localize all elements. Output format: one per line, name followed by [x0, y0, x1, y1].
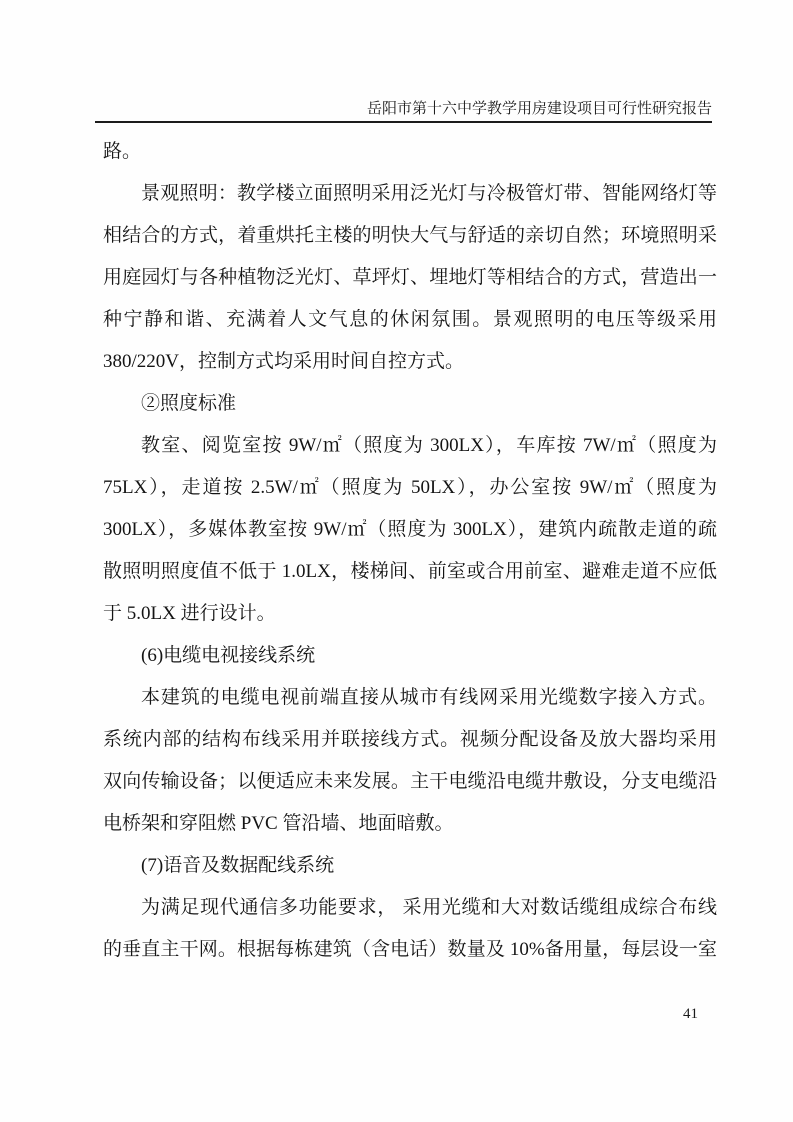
text-line: 电桥架和穿阻燃 PVC 管沿墙、地面暗敷。	[103, 813, 454, 834]
text-line: 相结合的方式，着重烘托主楼的明快大气与舒适的亲切自然；环境照明采	[103, 225, 717, 246]
text-line: 双向传输设备；以便适应未来发展。主干电缆沿电缆井敷设，分支电缆沿	[103, 771, 717, 792]
text-line: 路。	[103, 141, 142, 162]
text-line: 300LX），多媒体教室按 9W/㎡（照度为 300LX），建筑内疏散走道的疏	[103, 519, 717, 540]
page-number: 41	[683, 1006, 698, 1022]
text-line: 景观照明：教学楼立面照明采用泛光灯与冷极管灯带、智能网络灯等	[141, 183, 717, 204]
text-line: 于 5.0LX 进行设计。	[103, 603, 276, 624]
document-body	[103, 131, 717, 971]
text-line: 用庭园灯与各种植物泛光灯、草坪灯、埋地灯等相结合的方式，营造出一	[103, 267, 717, 288]
text-line: 为满足现代通信多功能要求， 采用光缆和大对数话缆组成综合布线	[141, 897, 717, 918]
text-line-heading: (7)语音及数据配线系统	[141, 855, 335, 876]
text-line: 本建筑的电缆电视前端直接从城市有线网采用光缆数字接入方式。	[141, 687, 717, 708]
text-line: 的垂直主干网。根据每栋建筑（含电话）数量及 10%备用量，每层设一室	[103, 939, 717, 960]
text-line: 系统内部的结构布线采用并联接线方式。视频分配设备及放大器均采用	[103, 729, 717, 750]
text-line: 75LX），走道按 2.5W/㎡（照度为 50LX），办公室按 9W/㎡（照度为	[103, 477, 717, 498]
text-line: 教室、阅览室按 9W/㎡（照度为 300LX），车库按 7W/㎡（照度为	[141, 435, 717, 456]
text-line-heading: ②照度标准	[141, 393, 237, 414]
text-line: 散照明照度值不低于 1.0LX，楼梯间、前室或合用前室、避难走道不应低	[103, 561, 717, 582]
text-line: 380/220V，控制方式均采用时间自控方式。	[103, 351, 465, 372]
page-header-title: 岳阳市第十六中学教学用房建设项目可行性研究报告	[95, 99, 712, 123]
text-line-heading: (6)电缆电视接线系统	[141, 645, 316, 666]
text-line: 种宁静和谐、充满着人文气息的休闲氛围。景观照明的电压等级采用	[103, 309, 717, 330]
